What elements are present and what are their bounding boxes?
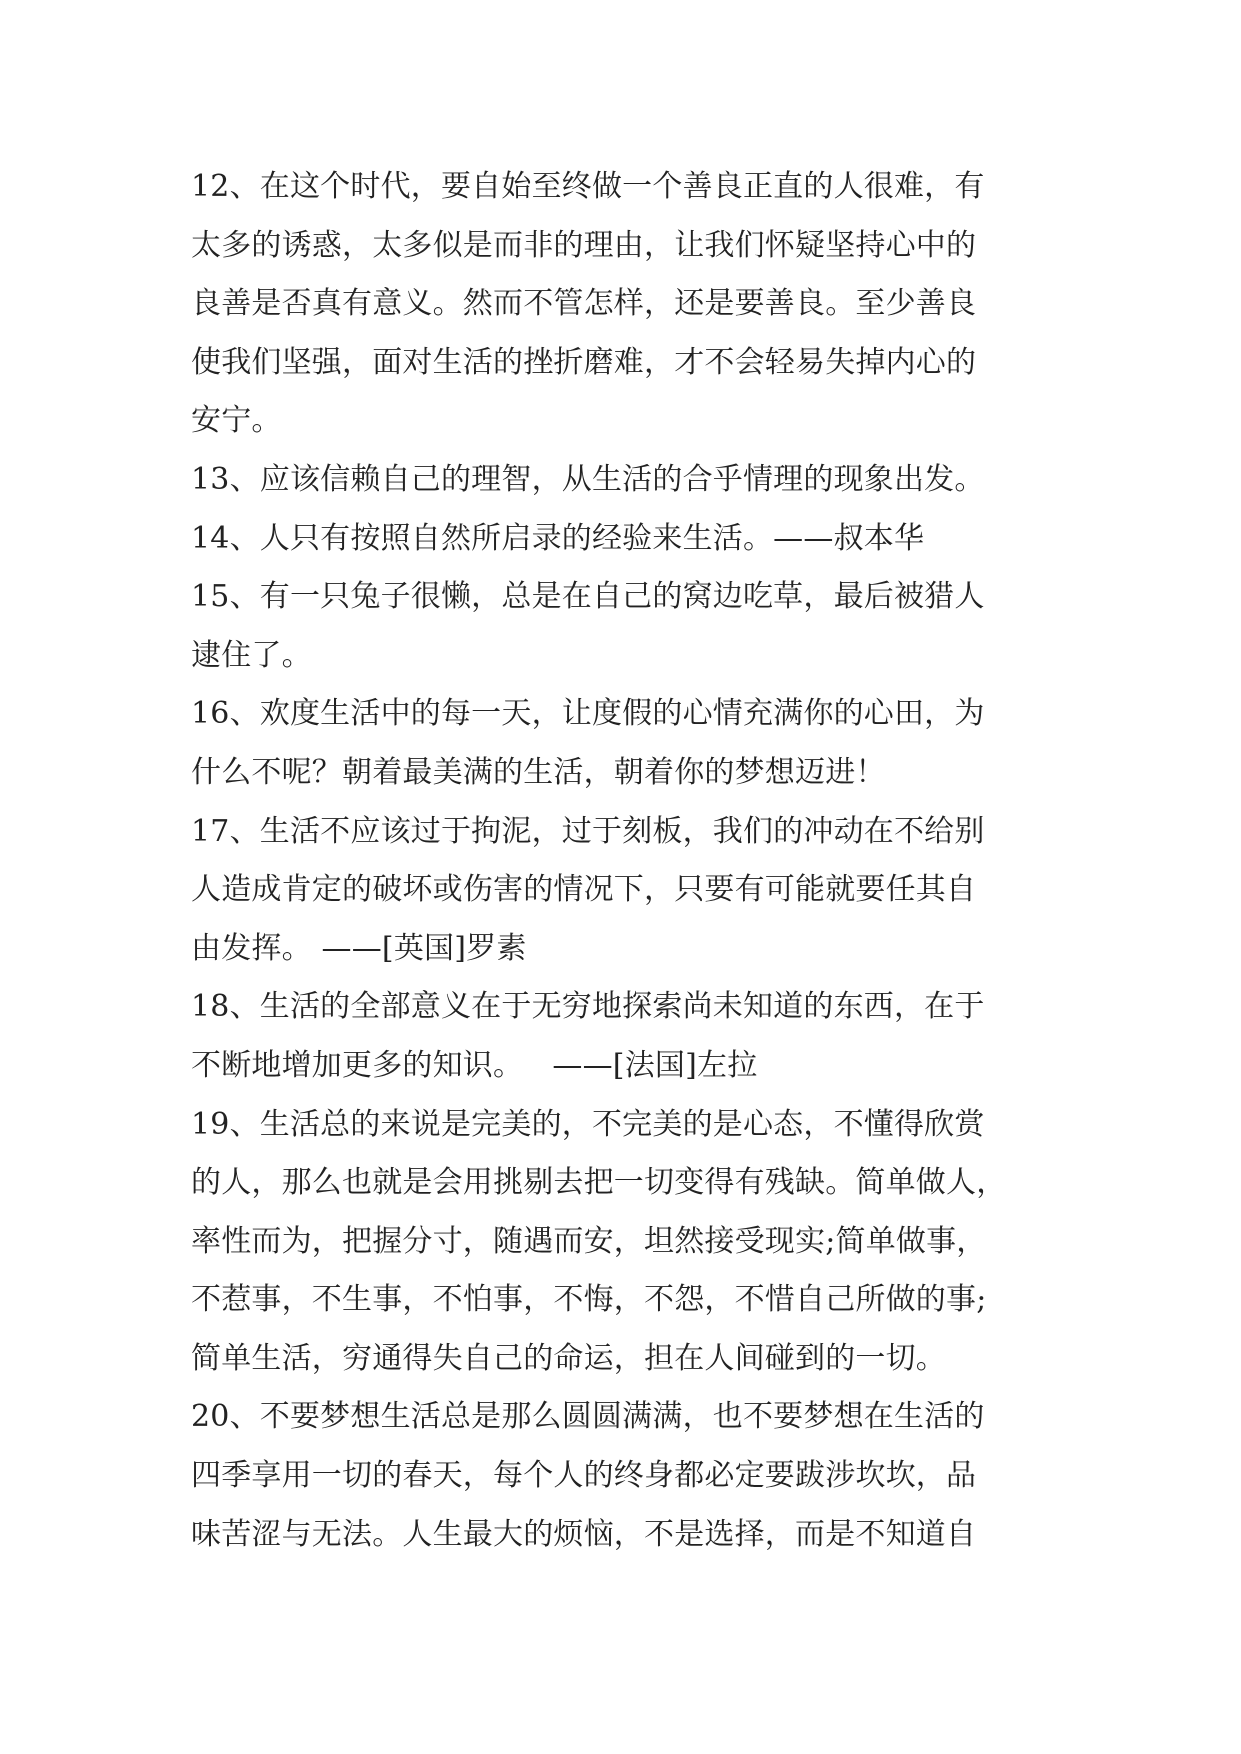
text-line: 18、生活的全部意义在于无穷地探索尚未知道的东西，在于 (191, 989, 985, 1025)
text-line: 17、生活不应该过于拘泥，过于刻板，我们的冲动在不给别 (191, 813, 985, 849)
text-line: 逮住了。 (191, 637, 312, 673)
text-line: 安宁。 (191, 403, 282, 439)
text-line: 14、人只有按照自然所启录的经验来生活。——叔本华 (191, 520, 925, 556)
text-line: 20、不要梦想生活总是那么圆圆满满，也不要梦想在生活的 (191, 1399, 985, 1435)
text-line: 良善是否真有意义。然而不管怎样，还是要善良。至少善良 (191, 286, 977, 322)
text-line: 16、欢度生活中的每一天，让度假的心情充满你的心田，为 (191, 696, 985, 732)
text-line: 的人，那么也就是会用挑剔去把一切变得有残缺。简单做人， (191, 1165, 1007, 1201)
text-line: 由发挥。 ——[英国]罗素 (191, 930, 527, 966)
text-line: 味苦涩与无法。人生最大的烦恼，不是选择，而是不知道自 (191, 1516, 977, 1552)
text-line: 19、生活总的来说是完美的，不完美的是心态，不懂得欣赏 (191, 1106, 985, 1142)
text-line: 不惹事，不生事，不怕事，不悔，不怨，不惜自己所做的事; (191, 1282, 987, 1318)
document-body (191, 158, 1071, 1564)
text-line: 使我们坚强，面对生活的挫折磨难，才不会轻易失掉内心的 (191, 344, 977, 380)
text-line: 13、应该信赖自己的理智，从生活的合乎情理的现象出发。 (191, 461, 985, 497)
text-line: 太多的诱惑，太多似是而非的理由，让我们怀疑坚持心中的 (191, 227, 977, 263)
text-line: 简单生活，穷通得失自己的命运，担在人间碰到的一切。 (191, 1340, 946, 1376)
text-line: 15、有一只兔子很懒，总是在自己的窝边吃草，最后被猎人 (191, 579, 985, 615)
text-line: 四季享用一切的春天，每个人的终身都必定要跋涉坎坎，品 (191, 1458, 977, 1494)
text-line: 12、在这个时代，要自始至终做一个善良正直的人很难，有 (191, 169, 985, 204)
text-line: 率性而为，把握分寸，随遇而安，坦然接受现实;简单做事， (191, 1223, 987, 1259)
text-line: 人造成肯定的破坏或伤害的情况下，只要有可能就要任其自 (191, 872, 977, 908)
text-line: 什么不呢？朝着最美满的生活，朝着你的梦想迈进！ (191, 754, 886, 790)
text-line: 不断地增加更多的知识。 ——[法国]左拉 (191, 1047, 758, 1083)
